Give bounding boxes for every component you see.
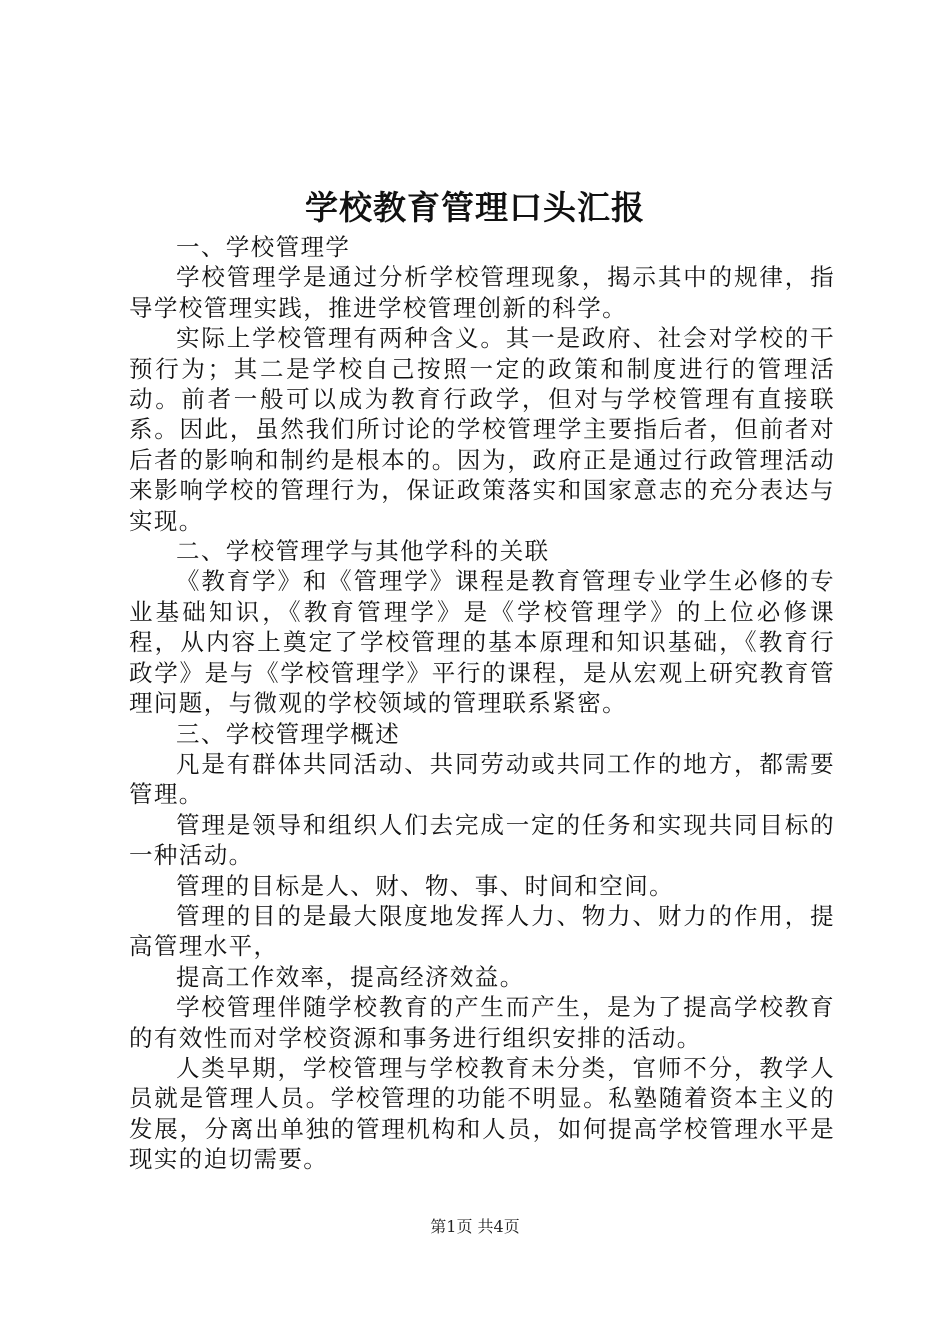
paragraph: 凡是有群体共同活动、共同劳动或共同工作的地方，都需要管理。 bbox=[129, 749, 835, 809]
paragraph: 提高工作效率，提高经济效益。 bbox=[176, 962, 525, 991]
paragraph: 管理的目标是人、财、物、事、时间和空间。 bbox=[176, 871, 674, 900]
paragraph: 人类早期，学校管理与学校教育未分类，官师不分，教学人员就是管理人员。学校管理的功能不明显。私塾随着资本主义的发展，分离出单独的管理机构和人员，如何提高学校管理水平是现实的迫切需要。 bbox=[129, 1053, 835, 1174]
paragraph: 管理是领导和组织人们去完成一定的任务和实现共同目标的一种活动。 bbox=[129, 810, 835, 870]
paragraph: 管理的目的是最大限度地发挥人力、物力、财力的作用，提高管理水平， bbox=[129, 901, 835, 961]
paragraph: 学校管理学是通过分析学校管理现象，揭示其中的规律，指导学校管理实践，推进学校管理创新的科学。 bbox=[129, 263, 835, 322]
section-heading-2: 二、学校管理学与其他学科的关联 bbox=[176, 537, 550, 566]
page-number-footer: 第1页 共4页 bbox=[430, 1217, 520, 1236]
document-title: 学校教育管理口头汇报 bbox=[305, 188, 645, 227]
document-body bbox=[129, 232, 835, 1175]
section-heading-1: 一、学校管理学 bbox=[176, 233, 351, 261]
paragraph: 学校管理伴随学校教育的产生而产生，是为了提高学校教育的有效性而对学校资源和事务进行组织安排的活动。 bbox=[129, 993, 835, 1052]
section-heading-3: 三、学校管理学概述 bbox=[176, 719, 401, 748]
paragraph: 《教育学》和《管理学》课程是教育管理专业学生必修的专业基础知识，《教育管理学》是《学校管理学》的上位必修课程，从内容上奠定了学校管理的基本原理和知识基础，《教育行政学》是与《学校管理学》平行的课程，是从宏观上研究教育管理问题，与微观的学校领域的管理联系紧密。 bbox=[129, 567, 835, 718]
paragraph: 实际上学校管理有两种含义。其一是政府、社会对学校的干预行为；其二是学校自己按照一定的政策和制度进行的管理活动。前者一般可以成为教育行政学，但对与学校管理有直接联系。因此，虽然我们所讨论的学校管理学主要指后者，但前者对后者的影响和制约是根本的。因为，政府正是通过行政管理活动来影响学校的管理行为，保证政策落实和国家意志的充分表达与实现。 bbox=[129, 324, 835, 535]
